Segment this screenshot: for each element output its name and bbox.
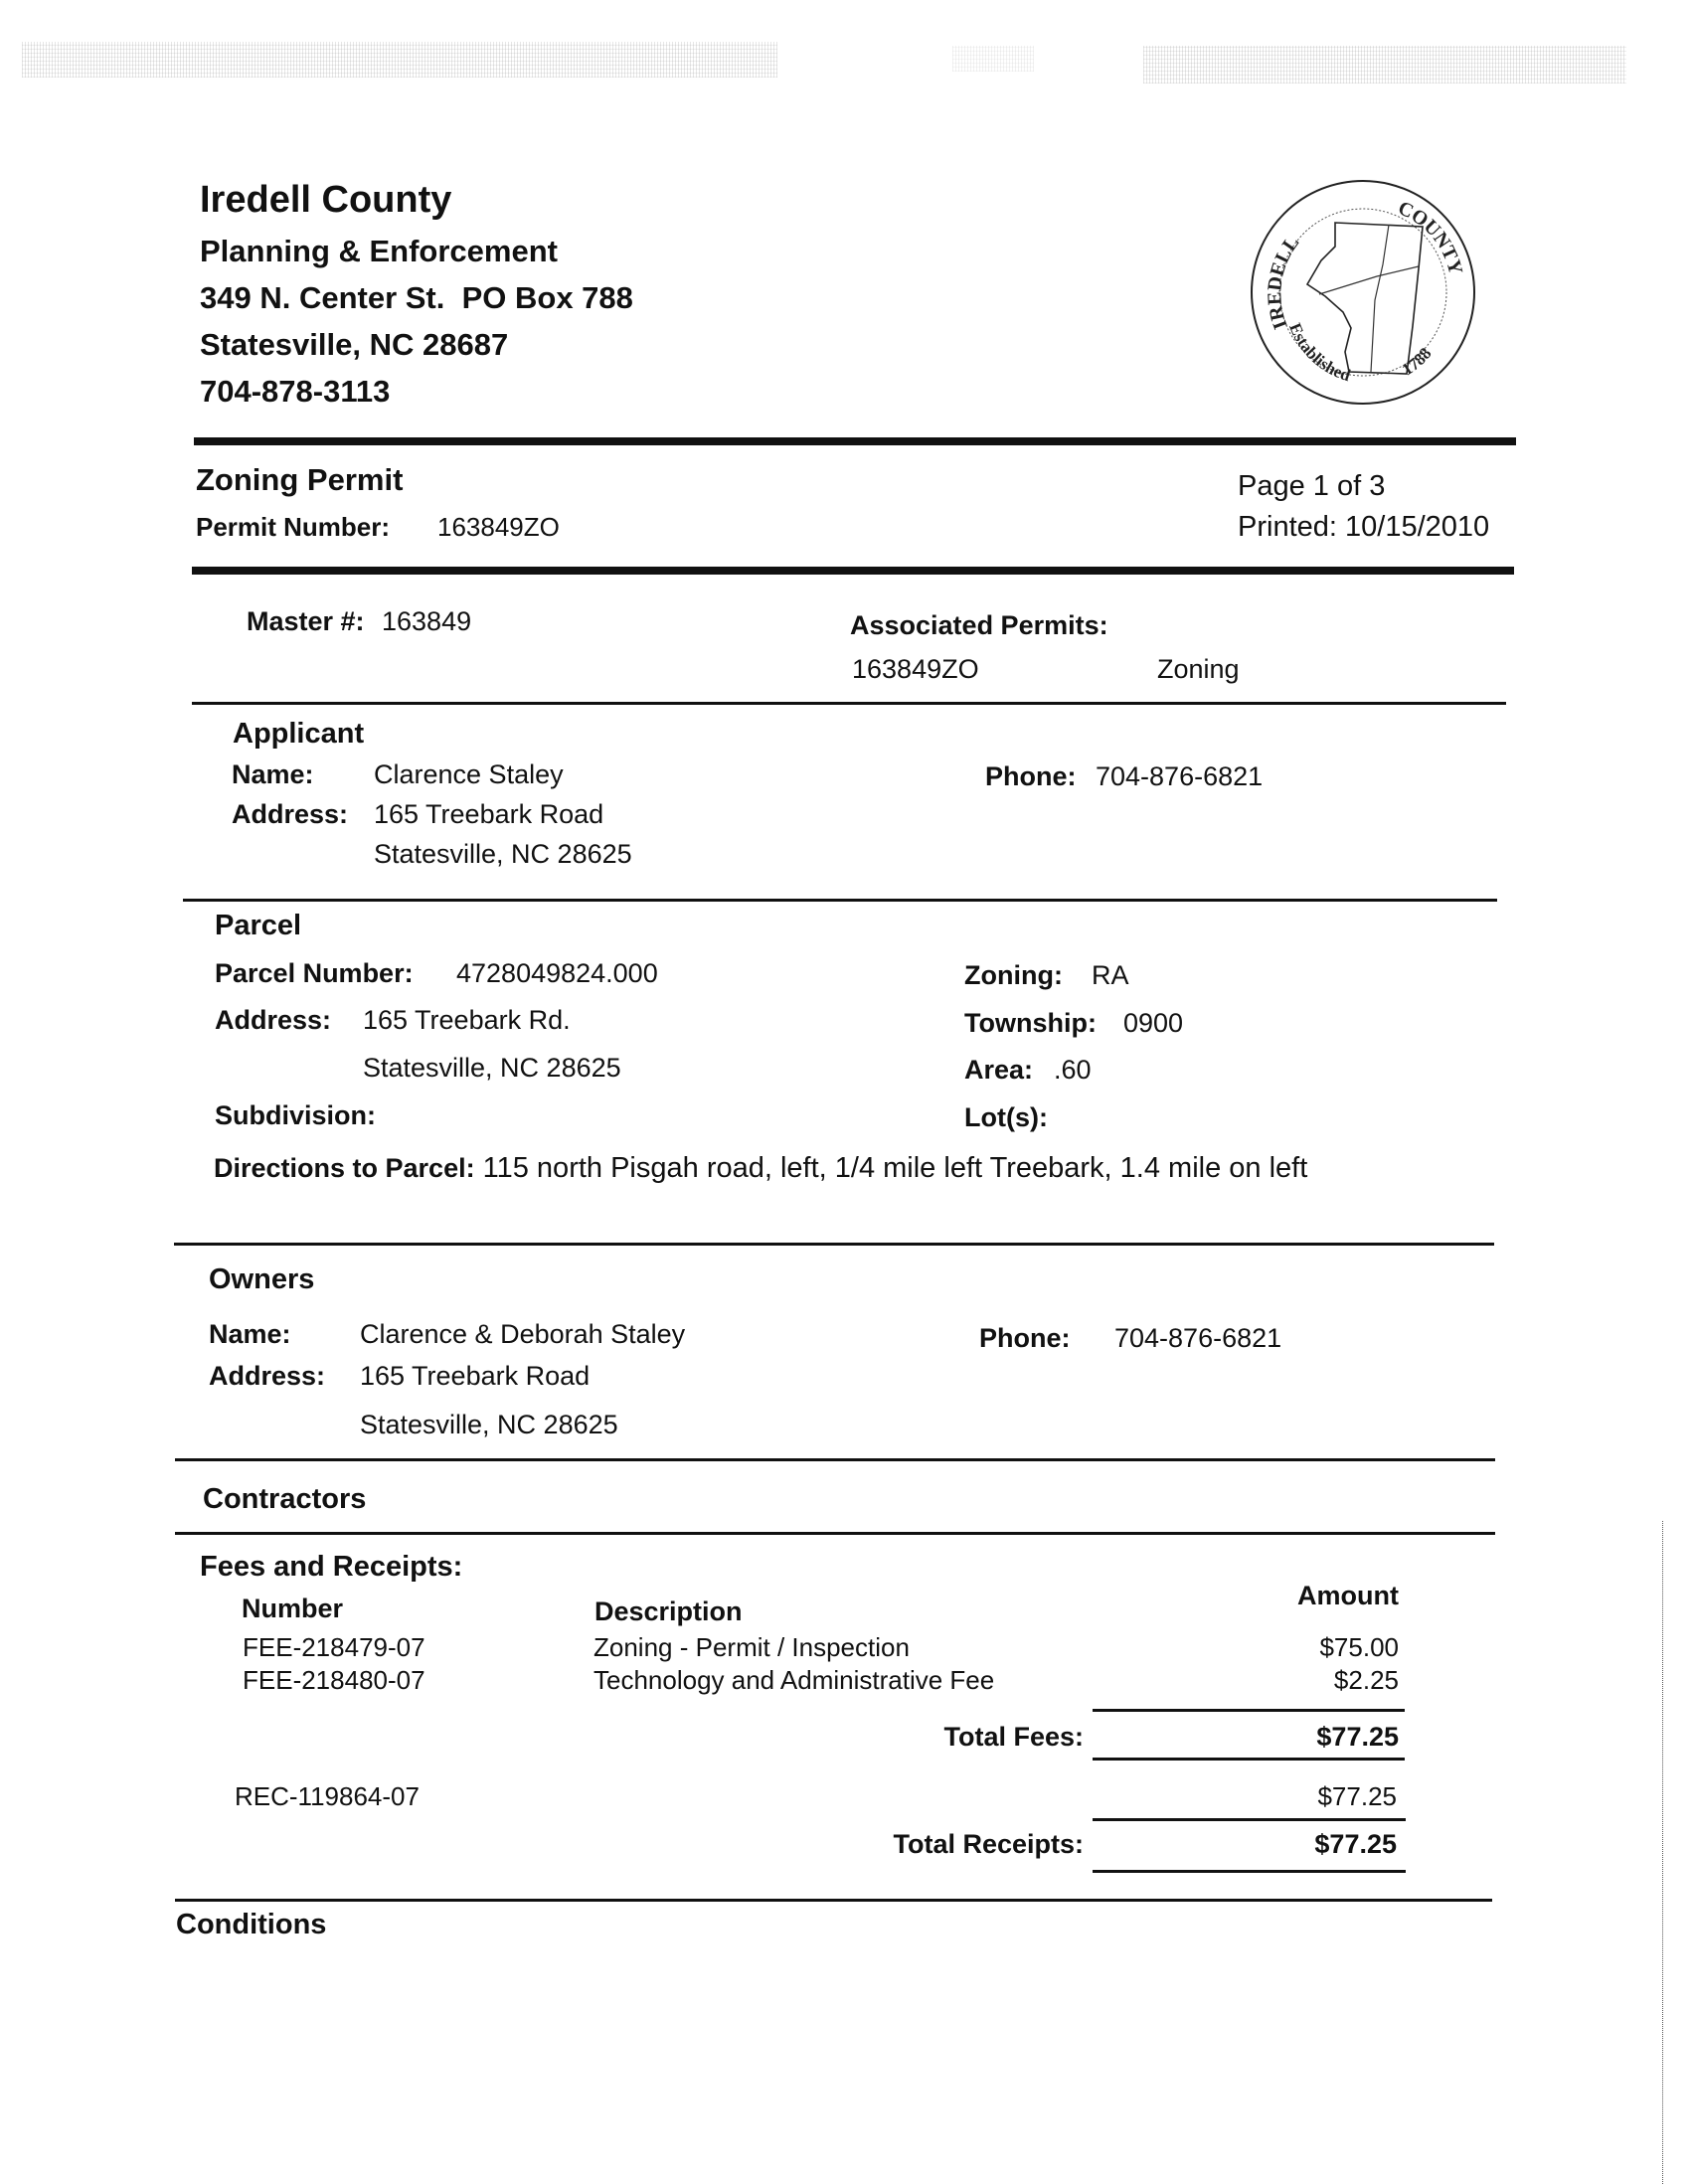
- parcel-address-line1: 165 Treebark Rd.: [363, 1005, 571, 1035]
- fee-number: FEE-218479-07: [243, 1632, 425, 1662]
- fee-amount: $2.25: [1333, 1665, 1399, 1695]
- printed-date: Printed: 10/15/2010: [1238, 511, 1490, 543]
- applicant-address-line2: Statesville, NC 28625: [374, 839, 632, 869]
- subtotal-rule: [1093, 1870, 1406, 1873]
- applicant-phone: 704-876-6821: [1096, 761, 1264, 791]
- associated-permits-label: Associated Permits:: [850, 610, 1108, 640]
- applicant-phone-label: Phone:: [985, 761, 1077, 791]
- svg-text:COUNTY: [1395, 197, 1466, 277]
- section-divider: [183, 899, 1497, 902]
- permit-number-label: Permit Number:: [196, 512, 391, 542]
- section-divider: [192, 702, 1506, 705]
- area-value: .60: [1054, 1055, 1092, 1085]
- department-name: Planning & Enforcement: [200, 234, 558, 268]
- applicant-name: Clarence Staley: [374, 759, 564, 789]
- fees-column-description: Description: [594, 1596, 743, 1626]
- owners-address-line1: 165 Treebark Road: [360, 1361, 591, 1391]
- applicant-name-label: Name:: [232, 759, 314, 789]
- section-divider: [175, 1532, 1495, 1535]
- parcel-address-line2: Statesville, NC 28625: [363, 1053, 621, 1083]
- total-receipts-value: $77.25: [1314, 1829, 1397, 1859]
- parcel-number: 4728049824.000: [456, 958, 658, 988]
- owners-phone: 704-876-6821: [1114, 1323, 1282, 1353]
- header-divider-bottom: [192, 567, 1514, 575]
- fee-description: Zoning - Permit / Inspection: [593, 1632, 910, 1662]
- seal-text-year: 1788: [1398, 344, 1436, 380]
- master-label: Master #:: [247, 606, 365, 636]
- owners-phone-label: Phone:: [979, 1323, 1071, 1353]
- owners-name: Clarence & Deborah Staley: [360, 1319, 686, 1349]
- parcel-address-label: Address:: [215, 1005, 332, 1035]
- permit-number-value: 163849ZO: [437, 512, 560, 542]
- conditions-heading: Conditions: [176, 1909, 327, 1940]
- subtotal-rule: [1093, 1818, 1406, 1821]
- associated-permit-type: Zoning: [1157, 654, 1240, 684]
- header-divider-top: [194, 437, 1516, 445]
- zoning-label: Zoning:: [964, 960, 1063, 990]
- applicant-address-label: Address:: [232, 799, 349, 829]
- owners-address-label: Address:: [209, 1361, 326, 1391]
- scan-noise-center: [952, 46, 1034, 72]
- directions-label: Directions to Parcel:: [214, 1153, 475, 1183]
- owners-heading: Owners: [209, 1263, 315, 1295]
- page-indicator: Page 1 of 3: [1238, 470, 1386, 502]
- associated-permit-number: 163849ZO: [852, 654, 979, 684]
- scan-edge-line: [1662, 1521, 1664, 2184]
- directions-row: [214, 1154, 1307, 1183]
- receipt-amount: $77.25: [1317, 1781, 1397, 1811]
- fee-amount: $75.00: [1319, 1632, 1399, 1662]
- total-receipts-label: Total Receipts:: [893, 1829, 1084, 1859]
- section-divider: [174, 1243, 1494, 1246]
- applicant-address-line1: 165 Treebark Road: [374, 799, 604, 829]
- scan-noise-right: [1143, 46, 1626, 84]
- section-divider: [175, 1458, 1495, 1461]
- township-label: Township:: [964, 1008, 1097, 1038]
- seal-text-established: Established: [1285, 320, 1353, 386]
- contractors-heading: Contractors: [203, 1483, 367, 1515]
- total-fees-value: $77.25: [1316, 1722, 1399, 1752]
- subtotal-rule: [1093, 1758, 1405, 1761]
- fee-number: FEE-218480-07: [243, 1665, 425, 1695]
- svg-text:Established: [1285, 320, 1353, 385]
- owners-address-line2: Statesville, NC 28625: [360, 1410, 618, 1439]
- zoning-value: RA: [1092, 960, 1129, 990]
- master-value: 163849: [382, 606, 472, 636]
- parcel-number-label: Parcel Number:: [215, 958, 414, 988]
- directions-value: 115 north Pisgah road, left, 1/4 mile left Treebark, 1.4 mile on left: [482, 1152, 1308, 1184]
- fee-description: Technology and Administrative Fee: [593, 1665, 995, 1695]
- lots-label: Lot(s):: [964, 1102, 1048, 1132]
- fees-heading: Fees and Receipts:: [200, 1551, 463, 1583]
- parcel-heading: Parcel: [215, 910, 302, 941]
- organization-phone: 704-878-3113: [200, 374, 391, 409]
- organization-address-line2: Statesville, NC 28687: [200, 327, 509, 362]
- scan-noise-left: [22, 42, 777, 78]
- fees-column-amount: Amount: [1297, 1581, 1399, 1610]
- owners-name-label: Name:: [209, 1319, 291, 1349]
- area-label: Area:: [964, 1055, 1034, 1085]
- subtotal-rule: [1093, 1709, 1405, 1712]
- subdivision-label: Subdivision:: [215, 1100, 376, 1130]
- seal-text-county: COUNTY: [1394, 197, 1467, 277]
- section-divider: [175, 1899, 1492, 1902]
- receipt-number: REC-119864-07: [235, 1781, 420, 1811]
- organization-name: Iredell County: [200, 179, 452, 221]
- county-seal-icon: [1248, 177, 1478, 408]
- total-fees-label: Total Fees:: [943, 1722, 1084, 1752]
- township-value: 0900: [1123, 1008, 1184, 1038]
- applicant-heading: Applicant: [233, 718, 365, 750]
- seal-text-iredell: IREDELL: [1264, 232, 1304, 333]
- organization-address-line1: 349 N. Center St. PO Box 788: [200, 280, 633, 315]
- fees-column-number: Number: [242, 1594, 344, 1623]
- svg-text:IREDELL: [1264, 232, 1303, 332]
- permit-title: Zoning Permit: [196, 462, 404, 497]
